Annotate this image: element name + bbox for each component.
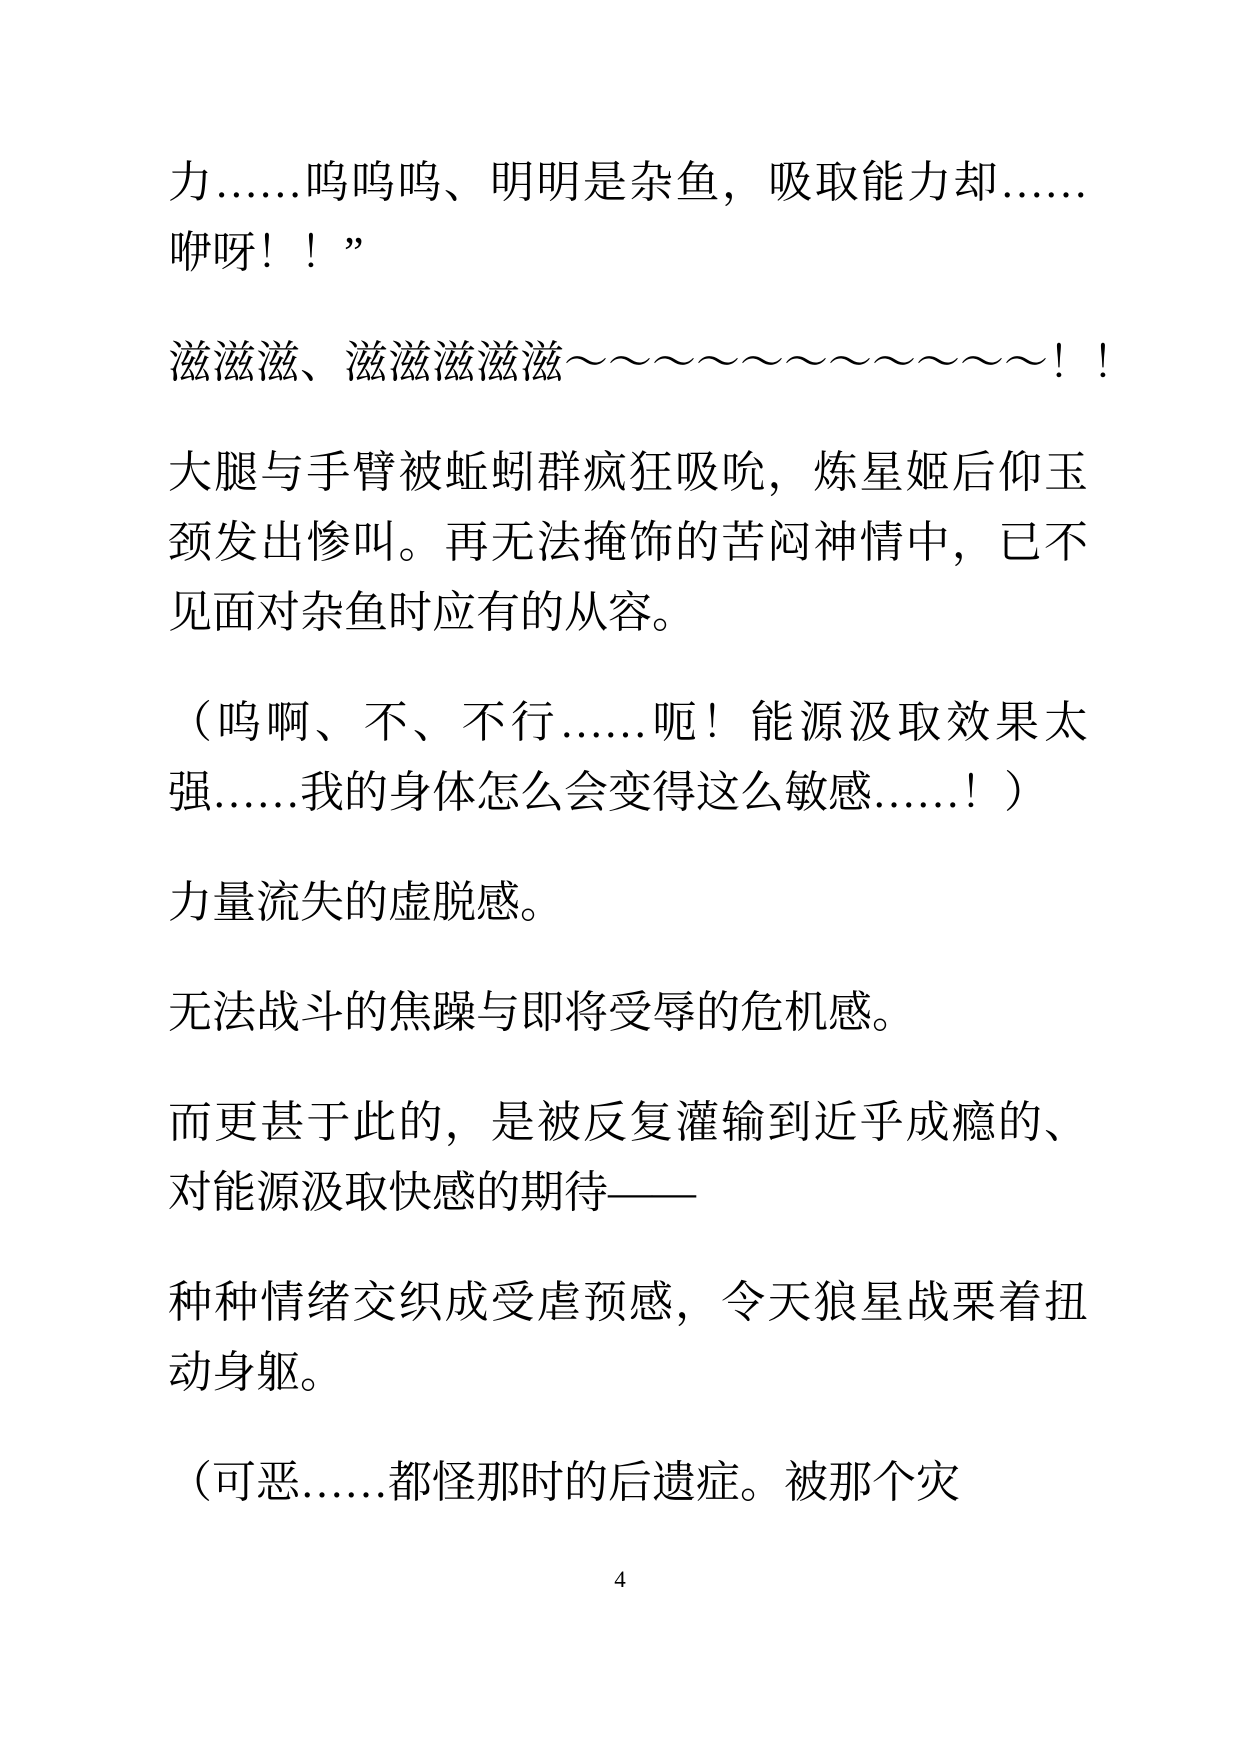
paragraph: 力……呜呜呜、明明是杂鱼，吸取能力却……咿呀！！” [168,158,1088,277]
paragraph: 而更甚于此的，是被反复灌输到近乎成瘾的、对能源汲取快感的期待—— [168,1098,1088,1217]
paragraph: 力量流失的虚脱感。 [168,878,564,927]
paragraph: （呜啊、不、不行……呃！能源汲取效果太强……我的身体怎么会变得这么敏感……！） [168,698,1088,817]
page-number: 4 [614,1567,626,1592]
paragraph: 滋滋滋、滋滋滋滋滋～～～～～～～～～～～！！ [168,338,1136,387]
paragraph: 种种情绪交织成受虐预感，令天狼星战栗着扭动身躯。 [168,1278,1088,1397]
paragraph: （可恶……都怪那时的后遗症。被那个灾 [168,1458,960,1507]
paragraph: 无法战斗的焦躁与即将受辱的危机感。 [168,988,916,1037]
paragraph: 大腿与手臂被蚯蚓群疯狂吸吮，炼星姬后仰玉颈发出惨叫。再无法掩饰的苦闷神情中，已不见面对杂鱼时应有的从容。 [168,448,1088,637]
